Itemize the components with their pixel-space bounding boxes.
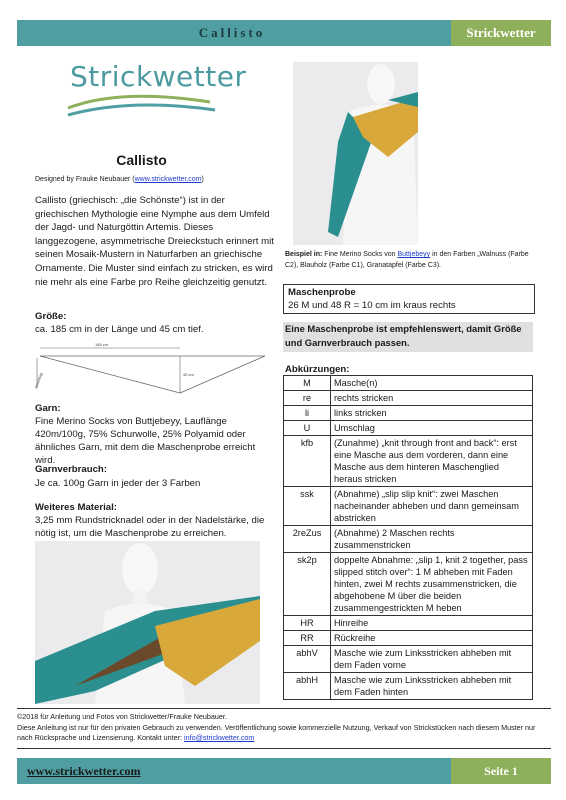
shawl-photo-worn — [293, 62, 418, 245]
logo-text: Strickwetter — [70, 60, 247, 93]
abbreviation-meaning: doppelte Abnahme: „slip 1, knit 2 together, pass slipped stitch over“: 1 M abheben mit Faden hinten, zwei M rechts zusammenstricken, die abgehobene M über die beiden zusammengestrickten M heben — [331, 553, 533, 616]
abbreviation-meaning: (Zunahme) „knit through front and back“: erst eine Masche aus dem vorderen, dann eine Masche aus dem hinteren Maschenglied heraus stricken — [331, 436, 533, 487]
abbreviation-meaning: rechts stricken — [331, 391, 533, 406]
abbreviation-key: M — [284, 376, 331, 391]
abbreviation-row — [284, 631, 533, 646]
copyright-line: ©2018 für Anleitung und Fotos von Strickwetter/Frauke Neubauer. — [17, 712, 227, 721]
abbreviation-meaning: Hinreihe — [331, 616, 533, 631]
copyright-note — [17, 712, 551, 744]
abbreviation-row — [284, 487, 533, 526]
designer-suffix: ) — [201, 176, 204, 183]
abbreviation-meaning: Umschlag — [331, 421, 533, 436]
shawl-spread-image — [35, 541, 260, 704]
photo-caption — [285, 250, 530, 271]
website-link[interactable]: www.strickwetter.com — [27, 764, 141, 778]
header-brand: Strickwetter — [451, 20, 551, 46]
depth-label: 45 cm — [183, 372, 194, 377]
page-number: Seite 1 — [451, 758, 551, 784]
material-text: 3,25 mm Rundstricknadel oder in der Nadelstärke, die nötig ist, um die Maschenprobe zu erreichen. — [35, 515, 265, 539]
page-footer — [17, 758, 551, 784]
strickwetter-logo — [60, 58, 247, 128]
yarn-text: Fine Merino Socks von Buttjebeyy, Lauflänge 420m/100g, 75% Schurwolle, 25% Polyamid oder ähnliches Garn, mit dem die Maschenprobe erreicht wird. — [35, 416, 256, 466]
abbreviation-meaning: Rückreihe — [331, 631, 533, 646]
abbreviation-row — [284, 376, 533, 391]
abbreviations-table — [283, 375, 533, 700]
usage-text: Je ca. 100g Garn in jeder der 3 Farben — [35, 478, 201, 489]
abbreviation-key: HR — [284, 616, 331, 631]
size-text: ca. 185 cm in der Länge und 45 cm tief. — [35, 324, 204, 335]
abbreviation-key: li — [284, 406, 331, 421]
designer-credit — [35, 176, 204, 183]
shawl-worn-image — [293, 62, 418, 245]
abbreviation-row — [284, 436, 533, 487]
size-heading: Größe: — [35, 311, 67, 322]
abbreviation-row — [284, 646, 533, 673]
shawl-photo-spread — [35, 541, 260, 704]
yarn-heading: Garn: — [35, 403, 61, 414]
length-label: 185 cm — [95, 342, 109, 347]
abbreviation-row — [284, 616, 533, 631]
abbreviation-key: abhV — [284, 646, 331, 673]
usage-heading: Garnverbrauch: — [35, 464, 107, 475]
pattern-title: Callisto — [116, 152, 167, 168]
footer-rule-top — [17, 708, 551, 709]
gauge-heading: Maschenprobe — [288, 287, 356, 298]
abbreviation-key: sk2p — [284, 553, 331, 616]
license-text: Diese Anleitung ist nur für den privaten Gebrauch zu verwenden. Veröffentlichung sowie kommerzielle Nutzung, Verkauf von Strickstücken nach diesem Muster nur nach Rücksprache und Lizensierung. Kontakt unter: — [17, 722, 536, 742]
yarn-brand-link[interactable]: Buttjebeyy — [397, 251, 431, 258]
gauge-box — [283, 284, 535, 314]
designer-prefix: Designed by Frauke Neubauer ( — [35, 176, 135, 183]
footer-rule-bottom — [17, 748, 551, 749]
abbreviation-row — [284, 673, 533, 700]
abbreviation-row — [284, 406, 533, 421]
abbreviation-key: re — [284, 391, 331, 406]
contact-email-link[interactable]: info@strickwetter.com — [184, 733, 255, 742]
abbreviation-key: RR — [284, 631, 331, 646]
shawl-dimension-diagram — [35, 338, 270, 398]
caption-post: in den Farben „Walnuss (Farbe C2), Blauholz (Farbe C1), Granatapfel (Farbe C3). — [285, 251, 529, 269]
page-header — [17, 20, 551, 46]
caption-bold: Beispiel in: — [285, 251, 323, 258]
abbreviation-key: 2reZus — [284, 526, 331, 553]
cast-on-label: Anschlag — [33, 371, 44, 390]
abbreviation-meaning: Masche wie zum Linksstricken abheben mit dem Faden hinten — [331, 673, 533, 700]
header-title: Callisto — [198, 25, 266, 40]
abbreviation-meaning: (Abnahme) „slip slip knit“: zwei Maschen nacheinander abheben und dann gemeinsam abstricken — [331, 487, 533, 526]
abbreviation-meaning: links stricken — [331, 406, 533, 421]
abbreviation-key: ssk — [284, 487, 331, 526]
designer-link[interactable]: www.strickwetter.com — [134, 176, 202, 183]
abbreviation-key: kfb — [284, 436, 331, 487]
logo-swoosh-icon — [60, 58, 225, 128]
caption-pre: Fine Merino Socks von — [322, 251, 398, 258]
gauge-note: Eine Maschenprobe ist empfehlenswert, damit Größe und Garnverbrauch passen. — [283, 322, 533, 352]
material-heading: Weiteres Material: — [35, 502, 117, 513]
left-edge — [40, 356, 180, 393]
abbreviation-row — [284, 421, 533, 436]
abbreviations-heading: Abkürzungen: — [285, 364, 350, 375]
abbreviation-meaning: Masche wie zum Linksstricken abheben mit dem Faden vorne — [331, 646, 533, 673]
intro-text: Callisto (griechisch: „die Schönste“) ist in der griechischen Mythologie eine Nymphe aus dem Umfeld der Jagd- und Naturgöttin Artemis. Dieses langgezogene, asymmetrische Dreieckstuch erinnert mit seinen Mosaik-Mustern in Naturfarben an griechische Ornamente. Die Muster sind einfach zu stricken, es wird nie mehr als eine Farbe pro Reihe gleichzeitig genutzt. — [35, 195, 274, 288]
abbreviation-row — [284, 526, 533, 553]
abbreviation-key: abhH — [284, 673, 331, 700]
abbreviation-meaning: (Abnahme) 2 Maschen rechts zusammenstricken — [331, 526, 533, 553]
abbreviation-row — [284, 391, 533, 406]
abbreviation-meaning: Masche(n) — [331, 376, 533, 391]
gauge-text: 26 M und 48 R = 10 cm im kraus rechts — [288, 300, 456, 311]
abbreviation-row — [284, 553, 533, 616]
abbreviation-key: U — [284, 421, 331, 436]
license-line — [17, 723, 551, 744]
